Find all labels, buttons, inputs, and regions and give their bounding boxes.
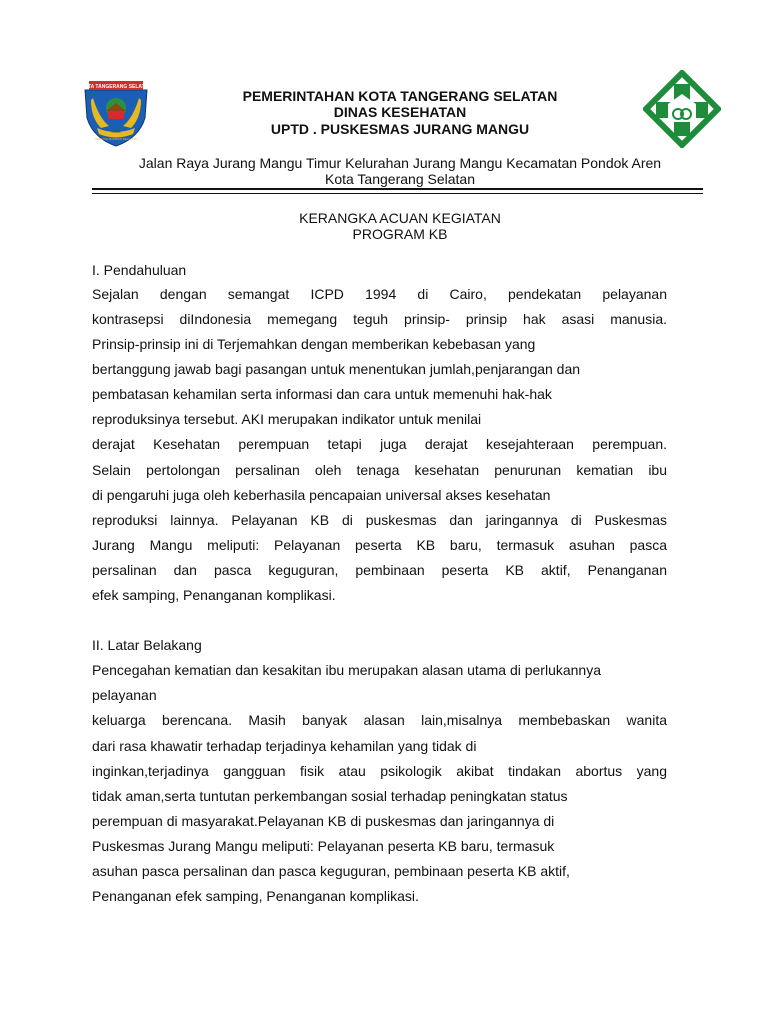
paragraph-line: persalinan dan pasca keguguran, pembinaan peserta KB aktif, Penanganan	[92, 562, 667, 578]
tangerang-selatan-emblem-logo	[79, 78, 153, 148]
paragraph-line: inginkan,terjadinya gangguan fisik atau psikologik akibat tindakan abortus yang	[92, 763, 667, 779]
paragraph-line: Prinsip-prinsip ini di Terjemahkan dengan memberikan kebebasan yang	[92, 336, 536, 352]
puskesmas-logo	[643, 70, 721, 148]
paragraph-line: reproduksinya tersebut. AKI merupakan indikator untuk menilai	[92, 411, 482, 427]
paragraph-line: bertanggung jawab bagi pasangan untuk menentukan jumlah,penjarangan dan	[92, 361, 581, 377]
header-unit-name: UPTD . PUSKESMAS JURANG MANGU	[270, 121, 530, 137]
paragraph-line: keluarga berencana. Masih banyak alasan lain,misalnya membebaskan wanita	[92, 712, 667, 728]
paragraph-line: pelayanan	[92, 687, 157, 703]
paragraph-line: Selain pertolongan persalinan oleh tenaga kesehatan penurunan kematian ibu	[92, 462, 667, 478]
header-address-line2: Kota Tangerang Selatan	[325, 171, 475, 187]
header-divider-thin	[92, 193, 703, 194]
paragraph-line: Puskesmas Jurang Mangu meliputi: Pelayanan peserta KB baru, termasuk	[92, 838, 555, 854]
header-government-name: PEMERINTAHAN KOTA TANGERANG SELATAN	[242, 88, 558, 104]
paragraph-line: Pencegahan kematian dan kesakitan ibu merupakan alasan utama di perlukannya	[92, 662, 602, 678]
paragraph-line: kontrasepsi diIndonesia memegang teguh prinsip- prinsip hak asasi manusia.	[92, 311, 667, 327]
paragraph-line: efek samping, Penanganan komplikasi.	[92, 587, 336, 603]
paragraph-line: derajat Kesehatan perempuan tetapi juga derajat kesejahteraan perempuan.	[92, 436, 667, 452]
header-address-line1: Jalan Raya Jurang Mangu Timur Kelurahan Jurang Mangu Kecamatan Pondok Aren	[138, 155, 662, 171]
paragraph-line: tidak aman,serta tuntutan perkembangan sosial terhadap peningkatan status	[92, 788, 568, 804]
paragraph-line: Jurang Mangu meliputi: Pelayanan peserta KB baru, termasuk asuhan pasca	[92, 537, 667, 553]
paragraph-line: Penanganan efek samping, Penanganan komplikasi.	[92, 888, 419, 904]
paragraph-line: asuhan pasca persalinan dan pasca keguguran, pembinaan peserta KB aktif,	[92, 863, 570, 879]
document-title: KERANGKA ACUAN KEGIATAN	[299, 210, 501, 226]
paragraph-line: Sejalan dengan semangat ICPD 1994 di Cairo, pendekatan pelayanan	[92, 286, 667, 302]
emblem-year-text: 2008	[111, 129, 121, 134]
paragraph-line: di pengaruhi juga oleh keberhasila pencapaian universal akses kesehatan	[92, 487, 551, 503]
section-heading-latar-belakang: II. Latar Belakang	[92, 637, 202, 653]
emblem-banner-text: KOTA TANGERANG SELATAN	[80, 84, 152, 90]
header-divider-thick	[92, 188, 703, 190]
paragraph-line: dari rasa khawatir terhadap terjadinya kehamilan yang tidak di	[92, 738, 477, 754]
paragraph-line: pembatasan kehamilan serta informasi dan cara untuk memenuhi hak-hak	[92, 386, 552, 402]
header-department-name: DINAS KESEHATAN	[333, 104, 467, 120]
section-heading-pendahuluan: I. Pendahuluan	[92, 262, 187, 278]
paragraph-line: perempuan di masyarakat.Pelayanan KB di puskesmas dan jaringannya di	[92, 813, 555, 829]
paragraph-line: reproduksi lainnya. Pelayanan KB di puskesmas dan jaringannya di Puskesmas	[92, 512, 667, 528]
document-subtitle: PROGRAM KB	[352, 226, 448, 242]
emblem-motto-text: CERDAS MODERN RELIGIUS	[95, 137, 137, 141]
